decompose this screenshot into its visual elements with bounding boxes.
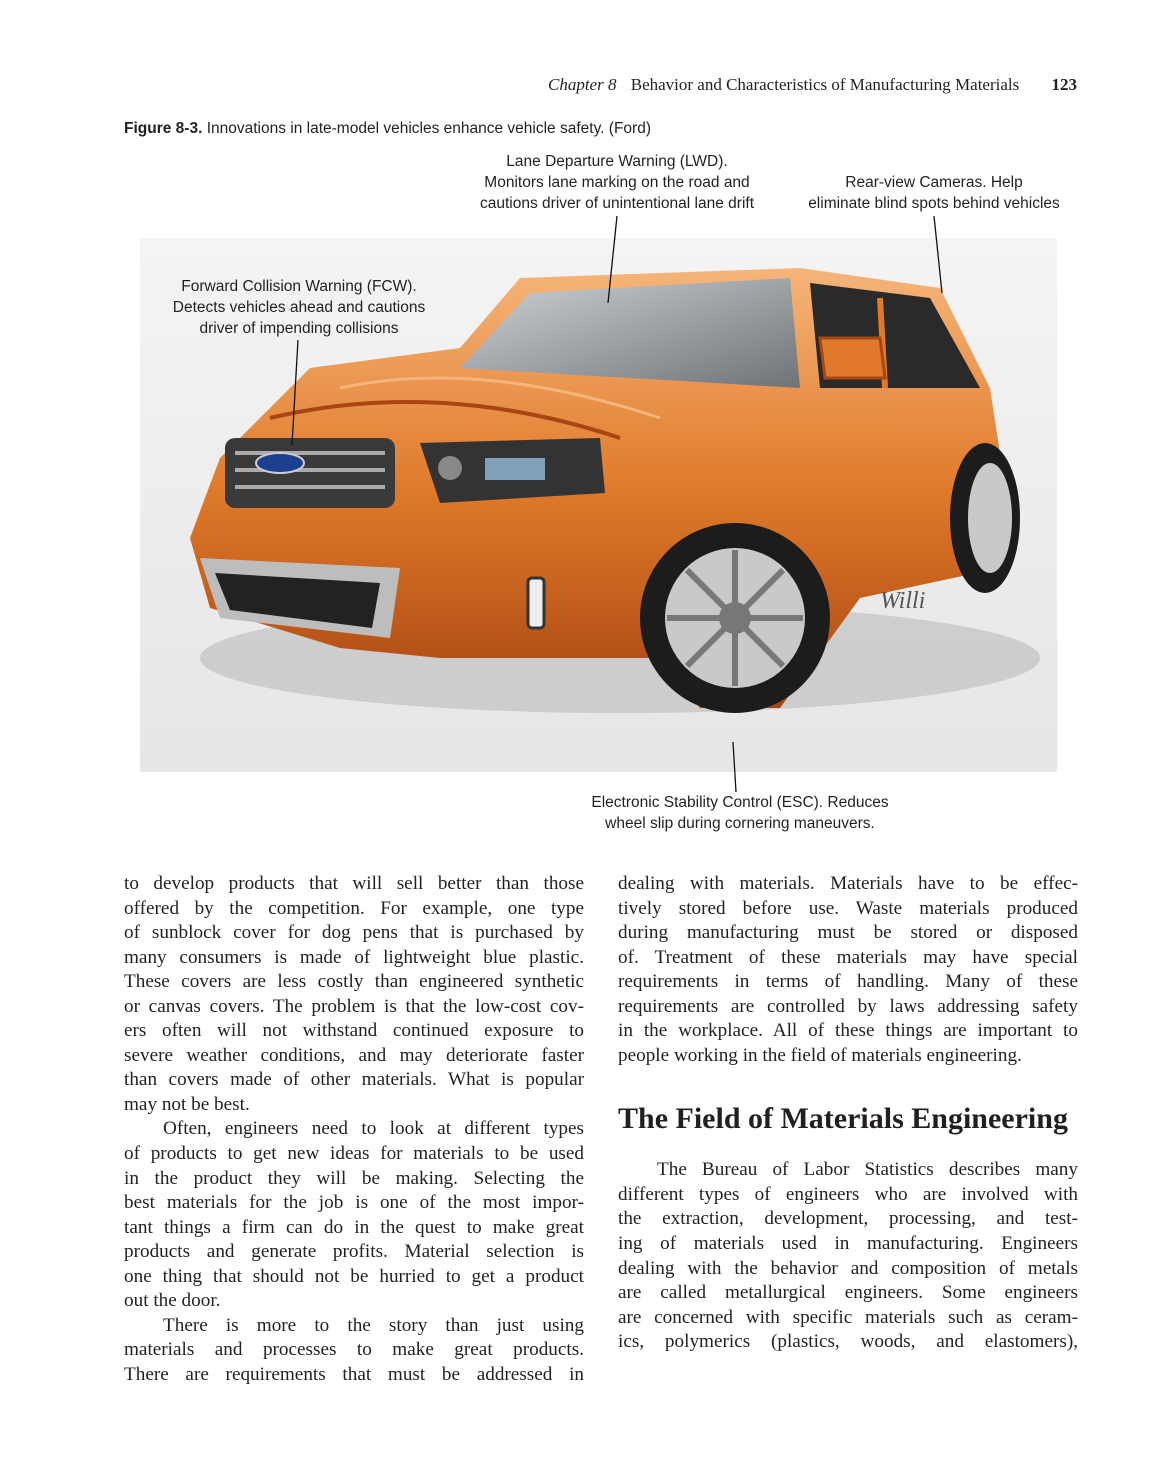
svg-text:Willi: Willi <box>880 588 926 614</box>
figure-caption-text: Innovations in late-model vehicles enhance vehicle safety. (Ford) <box>206 120 651 137</box>
text-line: many consumers is made of lightweight blue plastic. <box>124 946 584 968</box>
left-text-column <box>124 872 584 1387</box>
chapter-label: Chapter 8 <box>548 75 617 94</box>
text-line: severe weather conditions, and may deteriorate faster <box>124 1044 584 1066</box>
callout-line: Rear-view Cameras. Help <box>845 174 1023 191</box>
callout-line: Lane Departure Warning (LWD). <box>506 153 728 170</box>
text-line: requirements in terms of handling. Many of these <box>618 971 1078 993</box>
paragraph <box>124 1314 584 1388</box>
text-line: Often, engineers need to look at different types <box>163 1118 584 1140</box>
text-line: products and generate profits. Material selection is <box>124 1241 584 1263</box>
paragraph <box>618 872 1078 1068</box>
text-line: The Bureau of Labor Statistics describes many <box>657 1159 1078 1181</box>
section-heading: The Field of Materials Engineering <box>618 1102 1068 1136</box>
text-line: are concerned with specific materials such as ceram- <box>618 1306 1078 1328</box>
page-number: 123 <box>1051 75 1077 94</box>
text-line: in the product they will be making. Selecting the <box>124 1167 584 1189</box>
text-line: during manufacturing must be stored or disposed <box>618 922 1078 944</box>
callout-line: driver of impending collisions <box>199 320 399 337</box>
text-line: may not be best. <box>124 1093 250 1115</box>
callout-line: Electronic Stability Control (ESC). Reduces <box>591 794 889 811</box>
paragraph <box>124 872 584 1117</box>
callout-line: Forward Collision Warning (FCW). <box>181 278 417 295</box>
text-line: offered by the competition. For example, one type <box>124 897 584 919</box>
text-line: There is more to the story than just using <box>163 1314 584 1336</box>
text-line: people working in the field of materials engineering. <box>618 1044 1022 1066</box>
text-line: dealing with materials. Materials have to be effec- <box>618 873 1078 894</box>
text-line: of. Treatment of these materials may have special <box>618 946 1078 968</box>
figure-caption <box>124 120 651 138</box>
text-line: dealing with the behavior and composition of metals <box>618 1257 1078 1279</box>
paragraph <box>618 1158 1078 1354</box>
callout-line: Monitors lane marking on the road and <box>484 174 750 191</box>
text-line: are called metallurgical engineers. Some engineers <box>618 1282 1078 1304</box>
chapter-title: Behavior and Characteristics of Manufacturing Materials <box>630 75 1020 94</box>
figure-label: Figure 8-3. <box>124 120 203 137</box>
callout-line: cautions driver of unintentional lane drift <box>480 195 754 212</box>
text-line: in the workplace. All of these things are important to <box>618 1020 1078 1042</box>
text-line: or canvas covers. The problem is that the low-cost cov- <box>124 995 584 1017</box>
text-line: than covers made of other materials. What is popular <box>124 1069 584 1091</box>
text-line: out the door. <box>124 1290 221 1312</box>
callout-forward-collision-warning <box>160 276 438 339</box>
callout-electronic-stability-control <box>576 792 904 834</box>
callout-lane-departure-warning <box>466 151 768 214</box>
callout-line: wheel slip during cornering maneuvers. <box>605 815 875 832</box>
text-line: different types of engineers who are involved with <box>618 1183 1078 1205</box>
text-line: ics, polymerics (plastics, woods, and elastomers), <box>618 1331 1078 1353</box>
text-line: ers often will not withstand continued exposure to <box>124 1020 584 1042</box>
text-line: tant things a firm can do in the quest to make great <box>124 1216 584 1238</box>
text-line: tively stored before use. Waste materials produced <box>618 897 1078 919</box>
text-line: best materials for the job is one of the most impor- <box>124 1192 584 1214</box>
right-text-column <box>618 872 1078 1355</box>
text-line: the extraction, development, processing, and test- <box>618 1208 1078 1230</box>
callout-line: Detects vehicles ahead and cautions <box>172 299 426 316</box>
section-spacer <box>618 1068 1078 1092</box>
text-line: one thing that should not be hurried to get a product <box>124 1265 584 1287</box>
text-line: There are requirements that must be addressed in <box>124 1363 584 1385</box>
text-line: of sunblock cover for dog pens that is purchased by <box>124 922 584 944</box>
text-line: ing of materials used in manufacturing. Engineers <box>618 1233 1078 1255</box>
text-line: to develop products that will sell better than those <box>124 873 584 894</box>
callout-line: eliminate blind spots behind vehicles <box>808 195 1060 212</box>
text-line: These covers are less costly than engineered synthetic <box>124 971 584 993</box>
text-line: materials and processes to make great products. <box>124 1339 584 1361</box>
running-header <box>548 75 1077 95</box>
text-line: of products to get new ideas for materials to be used <box>124 1143 584 1165</box>
paragraph <box>124 1117 584 1313</box>
callout-rear-view-cameras <box>796 172 1072 214</box>
text-line: requirements are controlled by laws addressing safety <box>618 995 1078 1017</box>
